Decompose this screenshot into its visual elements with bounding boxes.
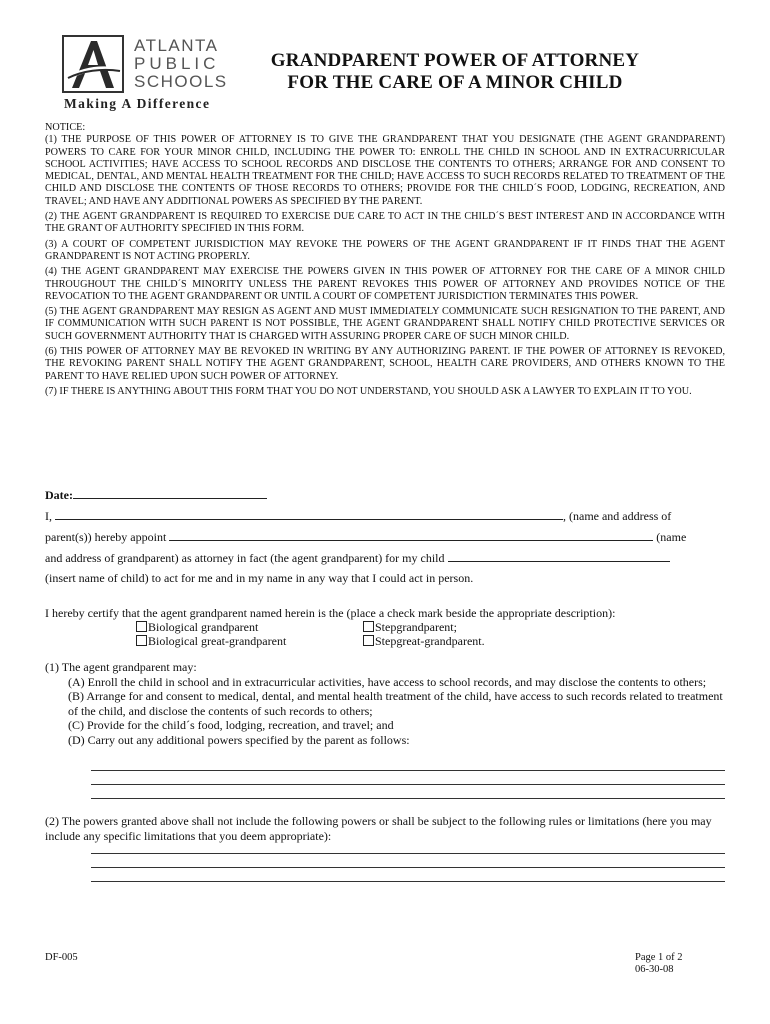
notice-item: (1) THE PURPOSE OF THIS POWER OF ATTORNEY IS TO GIVE THE GRANDPARENT THAT YOU DESIGNATE (THE AGENT GRANDPARENT) POWERS TO CARE FOR YOUR MINOR CHILD, INCLUDING THE POWER TO: ENROLL THE CHILD IN SCHOOL AND IN EXTRACURRICULAR SCHOOL ACTIVITIES; HAVE ACCESS TO SCHOOL RECORDS AND DISCLOSE THE CONTENTS TO OTHERS; ARRANGE FOR AND CONSENT TO MEDICAL, DENTAL, AND MENTAL HEALTH TREATMENT FOR THE CHILD; HAVE ACCESS TO SUCH RECORDS RELATED TO TREATMENT OF THE CHILD AND DISCLOSE THE CONTENTS OF THOSE RECORDS TO OTHERS; PROVIDE FOR THE CHILD´S FOOD, LODGING, RECREATION, AND TRAVEL; AND HAVE ANY ADDITIONAL POWERS AS SPECIFIED BY THE PARENT. xyxy=(45,134,725,207)
power-item-a: (A) Enroll the child in school and in extracurricular activities, have access to school records, and may disclose the contents to others; xyxy=(68,674,707,689)
title-line-1: GRANDPARENT POWER OF ATTORNEY xyxy=(270,50,640,71)
letter-a-emblem-icon xyxy=(66,38,122,92)
form-code: DF-005 xyxy=(45,952,78,963)
logo-wordmark xyxy=(134,37,228,91)
logo-tagline: Making A Difference xyxy=(64,96,211,111)
date-field[interactable] xyxy=(73,487,267,499)
option-biological-grandparent[interactable] xyxy=(136,620,258,634)
limitations-text: (2) The powers granted above shall not include the following powers or shall be subject to the following rules or limitations (here you may include any specific limitations that you deem appropriate): xyxy=(45,814,712,843)
child-row xyxy=(45,550,670,565)
logo-emblem xyxy=(62,35,124,93)
notice-item: (3) A COURT OF COMPETENT JURISDICTION MAY REVOKE THE POWERS OF THE AGENT GRANDPARENT IF IT FINDS THAT THE AGENT GRANDPARENT IS NOT ACTING PROPERLY. xyxy=(45,238,725,262)
title-line-2: FOR THE CARE OF A MINOR CHILD xyxy=(287,72,623,93)
option-stepgrandparent[interactable] xyxy=(363,620,457,634)
limitations-section xyxy=(45,814,725,843)
logo-line-3: SCHOOLS xyxy=(134,72,228,91)
limitations-line-1[interactable] xyxy=(91,853,725,854)
notice-item: (2) THE AGENT GRANDPARENT IS REQUIRED TO EXERCISE DUE CARE TO ACT IN THE CHILD´S BEST INTEREST AND IN ACCORDANCE WITH THE GRANT OF AUTHORITY SPECIFIED IN THIS FORM. xyxy=(45,211,725,235)
name-suffix-label: (name xyxy=(656,530,687,544)
i-label: I, xyxy=(45,509,52,523)
appoint-row xyxy=(45,529,686,544)
checkbox[interactable] xyxy=(136,621,147,632)
option-label: Stepgreat-grandparent. xyxy=(375,634,485,648)
parent-suffix-label: , (name and address of xyxy=(563,509,672,523)
option-label: Biological grandparent xyxy=(148,620,259,634)
date-row xyxy=(45,487,267,502)
certify-text: I hereby certify that the agent grandparent named herein is the (place a check mark beside the appropriate description): xyxy=(45,606,616,620)
checkbox[interactable] xyxy=(363,621,374,632)
limitations-line-2[interactable] xyxy=(91,867,725,868)
notice-item: (6) THIS POWER OF ATTORNEY MAY BE REVOKED IN WRITING BY ANY AUTHORIZING PARENT. IF THE POWER OF ATTORNEY IS REVOKED, THE REVOKING PARENT SHALL NOTIFY THE AGENT GRANDPARENT, SCHOOL, HEALTH CARE PROVIDERS, AND OTHERS KNOWN TO THE PARENT TO HAVE RELIED UPON SUCH POWER OF ATTORNEY. xyxy=(45,346,725,382)
option-biological-great-grandparent[interactable] xyxy=(136,634,286,648)
notice-item: (4) THE AGENT GRANDPARENT MAY EXERCISE THE POWERS GIVEN IN THIS POWER OF ATTORNEY FOR THE CARE OF A MINOR CHILD THROUGHOUT THE CHILD´S MINORITY UNLESS THE PARENT REVOKES THIS POWER OF ATTORNEY AND PROVIDES NOTICE OF THE REVOCATION TO THE AGENT GRANDPARENT OR UNTIL A COURT OF COMPETENT JURISDICTION TERMINATES THIS POWER. xyxy=(45,266,725,302)
date-label: Date: xyxy=(45,488,73,502)
option-label: Biological great-grandparent xyxy=(148,634,287,648)
powers-intro: (1) The agent grandparent may: xyxy=(45,660,197,674)
notice-item: (7) IF THERE IS ANYTHING ABOUT THIS FORM THAT YOU DO NOT UNDERSTAND, YOU SHOULD ASK A LAWYER TO EXPLAIN IT TO YOU. xyxy=(45,385,692,397)
option-label: Stepgrandparent; xyxy=(375,620,457,634)
parent-row xyxy=(45,508,671,523)
limitations-line-3[interactable] xyxy=(91,881,725,882)
logo-line-2: PUBLIC xyxy=(134,54,220,73)
appoint-label: parent(s)) hereby appoint xyxy=(45,530,167,544)
power-item-c: (C) Provide for the child´s food, lodging, recreation, and travel; and xyxy=(68,718,394,732)
checkbox[interactable] xyxy=(363,635,374,646)
notice-heading: NOTICE: xyxy=(45,122,86,133)
revision-date: 06-30-08 xyxy=(635,964,674,975)
additional-powers-line-2[interactable] xyxy=(91,784,725,785)
power-item-d: (D) Carry out any additional powers specified by the parent as follows: xyxy=(68,732,410,747)
additional-powers-line-1[interactable] xyxy=(91,770,725,771)
child-text-row: (insert name of child) to act for me and in my name in any way that I could act in person. xyxy=(45,571,474,585)
page-info xyxy=(635,952,683,976)
child-name-field[interactable] xyxy=(448,550,670,562)
checkbox[interactable] xyxy=(136,635,147,646)
notice-section xyxy=(45,122,725,401)
document-title xyxy=(240,50,670,94)
additional-powers-line-3[interactable] xyxy=(91,798,725,799)
parent-name-field[interactable] xyxy=(55,508,563,520)
logo-line-1: ATLANTA xyxy=(134,36,219,55)
grandparent-text: and address of grandparent) as attorney in fact (the agent grandparent) for my child xyxy=(45,551,445,565)
option-stepgreat-grandparent[interactable] xyxy=(363,634,485,648)
notice-item: (5) THE AGENT GRANDPARENT MAY RESIGN AS AGENT AND MUST IMMEDIATELY COMMUNICATE SUCH RESIGNATION TO THE PARENT, AND IF COMMUNICATION WITH SUCH PARENT IS NOT POSSIBLE, THE AGENT GRANDPARENT SHALL NOTIFY CHILD PROTECTIVE SERVICES OR SUCH GOVERNMENT AUTHORITY THAT IS CHARGED WITH ASSURING PROPER CARE OF SUCH MINOR CHILD. xyxy=(45,306,725,342)
power-item-b: (B) Arrange for and consent to medical, dental, and mental health treatment of the child, have access to such records related to treatment of the child, and disclose the contents of such records to others; xyxy=(68,689,723,718)
grandparent-name-field[interactable] xyxy=(169,529,653,541)
powers-section xyxy=(45,660,725,747)
atlanta-public-schools-logo xyxy=(62,35,228,115)
page-number: Page 1 of 2 xyxy=(635,952,683,963)
